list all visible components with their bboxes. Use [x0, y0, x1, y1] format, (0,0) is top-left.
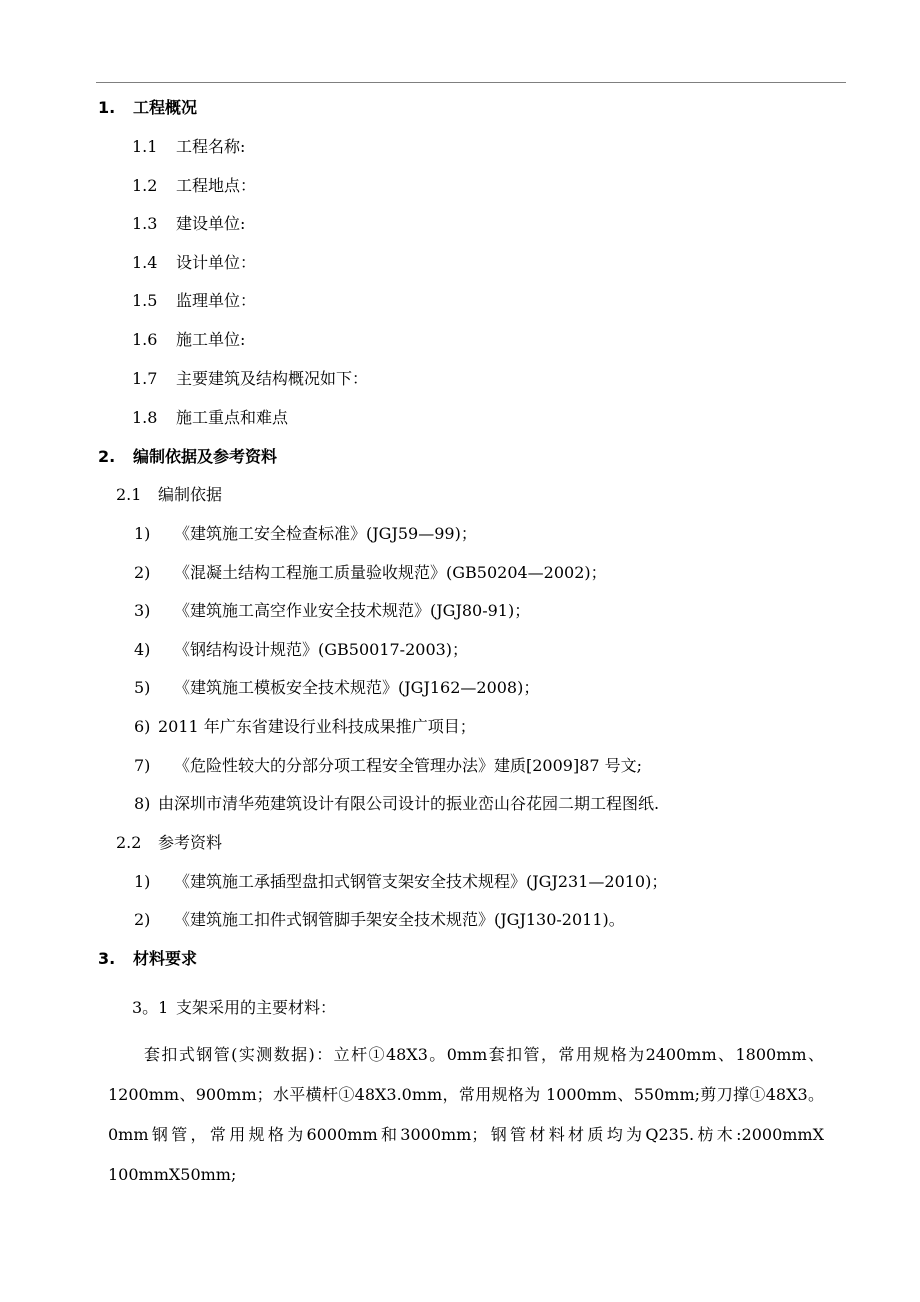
reference-item-6	[134, 717, 476, 737]
item-text: 由深圳市清华苑建筑设计有限公司设计的振业峦山谷花园二期工程图纸.	[158, 794, 660, 813]
section-2-heading	[98, 447, 277, 467]
subsection-title: 支架采用的主要材料：	[176, 998, 337, 1017]
reference-material-2	[134, 910, 625, 930]
subsection-number: 3。1	[132, 998, 169, 1017]
item-1-1	[132, 137, 245, 157]
item-number: 7)	[134, 756, 151, 775]
item-number: 2)	[134, 910, 151, 929]
item-text: 2011 年广东省建设行业科技成果推广项目；	[158, 717, 476, 736]
item-number: 4)	[134, 640, 151, 659]
subsection-3-1-heading	[132, 998, 336, 1018]
item-text: 《建筑施工模板安全技术规范》(JGJ162—2008)；	[174, 678, 540, 697]
item-number: 8)	[134, 794, 151, 813]
item-text: 工程名称:	[176, 137, 246, 156]
section-title: 编制依据及参考资料	[133, 447, 278, 466]
item-1-4	[132, 253, 256, 273]
item-text: 《建筑施工承插型盘扣式钢管支架安全技术规程》(JGJ231—2010)；	[174, 872, 668, 891]
item-text: 工程地点：	[176, 176, 257, 195]
item-text: 监理单位：	[176, 291, 257, 310]
item-number: 1.1	[132, 137, 158, 156]
item-text: 建设单位:	[176, 214, 246, 233]
item-number: 1.5	[132, 291, 158, 310]
reference-item-1	[134, 524, 477, 544]
reference-item-2	[134, 563, 607, 583]
reference-item-5	[134, 678, 539, 698]
item-number: 1)	[134, 524, 151, 543]
item-text: 《钢结构设计规范》(GB50017-2003)；	[174, 640, 469, 659]
section-1-heading	[98, 98, 197, 118]
subsection-2-1-heading	[116, 485, 222, 505]
item-text: 《建筑施工安全检查标准》(JGJ59—99)；	[174, 524, 477, 543]
item-text: 《建筑施工高空作业安全技术规范》(JGJ80-91)；	[174, 601, 531, 620]
item-text: 《混凝土结构工程施工质量验收规范》(GB50204—2002)；	[174, 563, 607, 582]
section-3-heading	[98, 949, 197, 969]
item-number: 1.3	[132, 214, 158, 233]
item-number: 1.6	[132, 330, 158, 349]
item-number: 1.2	[132, 176, 158, 195]
item-number: 1)	[134, 872, 151, 891]
reference-item-7	[134, 756, 642, 776]
section-number: 2.	[98, 447, 116, 466]
item-number: 5)	[134, 678, 151, 697]
item-number: 1.8	[132, 408, 158, 427]
item-number: 1.4	[132, 253, 158, 272]
section-number: 3.	[98, 949, 116, 968]
item-number: 1.7	[132, 369, 158, 388]
item-1-7	[132, 369, 368, 389]
section-number: 1.	[98, 98, 116, 117]
item-1-2	[132, 176, 256, 196]
reference-material-1	[134, 872, 667, 892]
item-text: 《危险性较大的分部分项工程安全管理办法》建质[2009]87 号文;	[174, 756, 643, 775]
item-1-8	[132, 408, 288, 428]
reference-item-3	[134, 601, 530, 621]
item-1-3	[132, 214, 245, 234]
item-text: 《建筑施工扣件式钢管脚手架安全技术规范》(JGJ130-2011)。	[174, 910, 625, 929]
item-text: 设计单位：	[176, 253, 257, 272]
item-1-6	[132, 330, 245, 350]
section-title: 工程概况	[133, 98, 198, 117]
reference-item-4	[134, 640, 468, 660]
materials-paragraph: 套扣式钢管(实测数据)：立杆①48X3。0mm套扣管，常用规格为2400mm、1800mm、1200mm、900mm；水平横杆①48X3.0mm，常用规格为 1000mm、550mm;剪刀撑①48X3。0mm钢管，常用规格为6000mm和3000mm；钢管材料材质均为Q235.枋木:2000mmX 100mmX50mm;	[108, 1045, 824, 1184]
section-title: 材料要求	[133, 949, 198, 968]
item-text: 施工重点和难点	[176, 408, 289, 427]
subsection-number: 2.2	[116, 833, 142, 852]
item-text: 主要建筑及结构概况如下：	[176, 369, 369, 388]
item-number: 6)	[134, 717, 151, 736]
subsection-title: 参考资料	[158, 833, 223, 852]
subsection-title: 编制依据	[158, 485, 223, 504]
subsection-number: 2.1	[116, 485, 142, 504]
reference-item-8	[134, 794, 659, 814]
item-text: 施工单位:	[176, 330, 246, 349]
header-rule	[96, 82, 846, 83]
item-number: 2)	[134, 563, 151, 582]
item-1-5	[132, 291, 256, 311]
subsection-2-2-heading	[116, 833, 222, 853]
item-number: 3)	[134, 601, 151, 620]
